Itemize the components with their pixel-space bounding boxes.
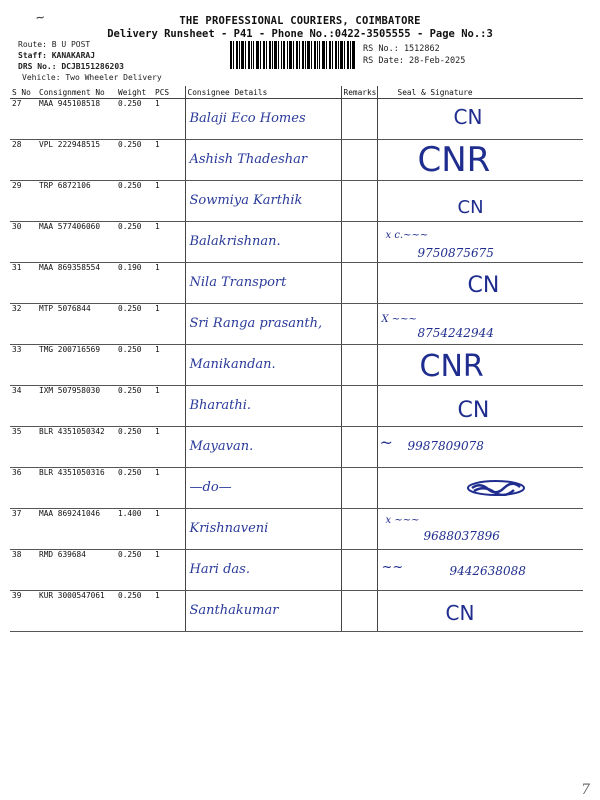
row-pcs: 1: [153, 140, 185, 181]
row-signature: [377, 468, 583, 509]
row-remarks: [341, 304, 377, 345]
row-consignment: RMD 639684: [37, 550, 116, 591]
row-consignee: [185, 468, 341, 509]
col-weight: Weight: [116, 86, 153, 99]
row-consignment: BLR 4351050316: [37, 468, 116, 509]
row-consignee: [185, 181, 341, 222]
table-row: [10, 181, 583, 222]
table-row: [10, 140, 583, 181]
vehicle-label: Vehicle: Two Wheeler Delivery: [22, 73, 162, 82]
table-row: [10, 263, 583, 304]
row-sno: 35: [10, 427, 37, 468]
signature-phone: 9442638088: [449, 564, 526, 578]
row-weight: 0.250: [116, 181, 153, 222]
consignee-handwriting: —do—: [189, 480, 232, 495]
row-consignee: [185, 386, 341, 427]
signature-phone: 9688037896: [423, 529, 500, 543]
row-pcs: 1: [153, 509, 185, 550]
table-row: [10, 222, 583, 263]
row-sno: 32: [10, 304, 37, 345]
consignee-handwriting: Santhakumar: [189, 603, 279, 618]
row-remarks: [341, 140, 377, 181]
row-remarks: [341, 181, 377, 222]
row-weight: 0.250: [116, 140, 153, 181]
row-signature: [377, 99, 583, 140]
signature-cn: CN: [445, 601, 475, 625]
signature-scribble: ~: [379, 433, 393, 452]
consignee-handwriting: Sowmiya Karthik: [189, 193, 303, 208]
row-pcs: 1: [153, 550, 185, 591]
row-signature: [377, 427, 583, 468]
row-remarks: [341, 345, 377, 386]
consignee-handwriting: Krishnaveni: [189, 521, 269, 536]
row-signature: [377, 386, 583, 427]
table-row: [10, 509, 583, 550]
row-consignee: [185, 222, 341, 263]
row-weight: 0.250: [116, 345, 153, 386]
row-pcs: 1: [153, 222, 185, 263]
row-pcs: 1: [153, 468, 185, 509]
col-consignee: Consignee Details: [185, 86, 341, 99]
row-signature: [377, 181, 583, 222]
row-sno: 39: [10, 591, 37, 632]
row-remarks: [341, 468, 377, 509]
col-sno: S No: [10, 86, 37, 99]
signature-cn: CN: [467, 273, 500, 298]
runsheet-title: Delivery Runsheet - P41 - Phone No.:0422-3505555 - Page No.:3: [107, 28, 493, 40]
col-signature: Seal & Signature: [377, 86, 583, 99]
signature-cn: CN: [453, 105, 483, 129]
signature-scribble: x c.~~~: [385, 230, 429, 241]
drs-label: DRS No.: DCJB151286203: [18, 62, 124, 71]
table-row: [10, 345, 583, 386]
row-remarks: [341, 386, 377, 427]
signature-cnr: CNR: [419, 349, 484, 384]
row-signature: [377, 263, 583, 304]
row-sno: 38: [10, 550, 37, 591]
row-signature: [377, 222, 583, 263]
row-remarks: [341, 550, 377, 591]
row-remarks: [341, 263, 377, 304]
row-weight: 0.250: [116, 304, 153, 345]
company-title: THE PROFESSIONAL COURIERS, COIMBATORE: [179, 15, 421, 27]
row-consignment: MTP 5076844: [37, 304, 116, 345]
scribbled-out-mark: [466, 480, 526, 496]
row-sno: 36: [10, 468, 37, 509]
route-label: Route: B U POST: [18, 40, 91, 49]
row-weight: 0.250: [116, 222, 153, 263]
row-remarks: [341, 509, 377, 550]
consignee-handwriting: Manikandan.: [189, 357, 276, 372]
row-sno: 34: [10, 386, 37, 427]
row-consignment: KUR 3000547061: [37, 591, 116, 632]
row-consignee: [185, 427, 341, 468]
signature-cn: CN: [457, 398, 490, 423]
row-signature: [377, 345, 583, 386]
col-remarks: Remarks: [341, 86, 377, 99]
row-consignment: MAA 577406060: [37, 222, 116, 263]
handwritten-page-mark: 7: [581, 782, 590, 798]
signature-phone: 9987809078: [407, 439, 484, 453]
row-consignee: [185, 509, 341, 550]
row-signature: [377, 304, 583, 345]
row-consignment: MAA 869241046: [37, 509, 116, 550]
row-signature: [377, 509, 583, 550]
table-row: [10, 591, 583, 632]
row-sno: 29: [10, 181, 37, 222]
row-remarks: [341, 591, 377, 632]
row-consignment: TRP 6872106: [37, 181, 116, 222]
row-weight: 1.400: [116, 509, 153, 550]
row-weight: 0.250: [116, 550, 153, 591]
row-sno: 31: [10, 263, 37, 304]
row-signature: [377, 140, 583, 181]
row-consignment: IXM 507958030: [37, 386, 116, 427]
table-header-row: [10, 86, 583, 99]
row-sno: 28: [10, 140, 37, 181]
row-consignment: BLR 4351050342: [37, 427, 116, 468]
signature-phone: 9750875675: [417, 246, 494, 260]
row-remarks: [341, 222, 377, 263]
row-consignee: [185, 140, 341, 181]
row-consignment: TMG 200716569: [37, 345, 116, 386]
col-consignment: Consignment No: [37, 86, 116, 99]
row-consignee: [185, 304, 341, 345]
runsheet-table: [10, 86, 583, 632]
consignee-handwriting: Bharathi.: [189, 398, 252, 413]
row-sno: 33: [10, 345, 37, 386]
signature-scribble: X ~~~: [381, 314, 417, 325]
row-sno: 30: [10, 222, 37, 263]
row-consignee: [185, 99, 341, 140]
row-consignment: VPL 222948515: [37, 140, 116, 181]
row-consignee: [185, 591, 341, 632]
table-row: [10, 386, 583, 427]
row-pcs: 1: [153, 591, 185, 632]
row-weight: 0.250: [116, 99, 153, 140]
row-pcs: 1: [153, 427, 185, 468]
row-remarks: [341, 427, 377, 468]
consignee-handwriting: Hari das.: [189, 562, 250, 577]
consignee-handwriting: Sri Ranga prasanth,: [189, 316, 323, 331]
signature-scribble: ~~: [381, 560, 404, 575]
signature-cn: CN: [457, 197, 484, 218]
row-remarks: [341, 99, 377, 140]
rs-date: RS Date: 28-Feb-2025: [363, 56, 466, 66]
row-pcs: 1: [153, 181, 185, 222]
col-pcs: PCS: [153, 86, 185, 99]
row-consignee: [185, 345, 341, 386]
table-row: [10, 468, 583, 509]
signature-phone: 8754242944: [417, 326, 494, 340]
row-weight: 0.250: [116, 591, 153, 632]
row-signature: [377, 591, 583, 632]
row-sno: 27: [10, 99, 37, 140]
consignee-handwriting: Balakrishnan.: [189, 234, 281, 249]
signature-cnr: CNR: [417, 140, 491, 180]
table-row: [10, 427, 583, 468]
consignee-handwriting: Mayavan.: [189, 439, 254, 454]
signature-scribble: x ~~~: [385, 515, 420, 526]
row-weight: 0.250: [116, 468, 153, 509]
barcode-image: [230, 41, 355, 69]
consignee-handwriting: Nila Transport: [189, 275, 287, 290]
staff-label: Staff: KANAKARAJ: [18, 51, 96, 60]
row-weight: 0.250: [116, 427, 153, 468]
row-consignment: MAA 945108518: [37, 99, 116, 140]
table-row: [10, 550, 583, 591]
row-pcs: 1: [153, 386, 185, 427]
row-pcs: 1: [153, 345, 185, 386]
row-pcs: 1: [153, 99, 185, 140]
top-margin-mark: ~: [34, 9, 46, 27]
row-signature: [377, 550, 583, 591]
row-weight: 0.250: [116, 386, 153, 427]
consignee-handwriting: Balaji Eco Homes: [189, 111, 306, 126]
row-consignee: [185, 263, 341, 304]
table-row: [10, 304, 583, 345]
table-row: [10, 99, 583, 140]
row-pcs: 1: [153, 304, 185, 345]
consignee-handwriting: Ashish Thadeshar: [189, 152, 308, 167]
rs-number: RS No.: 1512862: [363, 44, 440, 54]
row-consignee: [185, 550, 341, 591]
row-weight: 0.190: [116, 263, 153, 304]
row-pcs: 1: [153, 263, 185, 304]
row-sno: 37: [10, 509, 37, 550]
row-consignment: MAA 869358554: [37, 263, 116, 304]
